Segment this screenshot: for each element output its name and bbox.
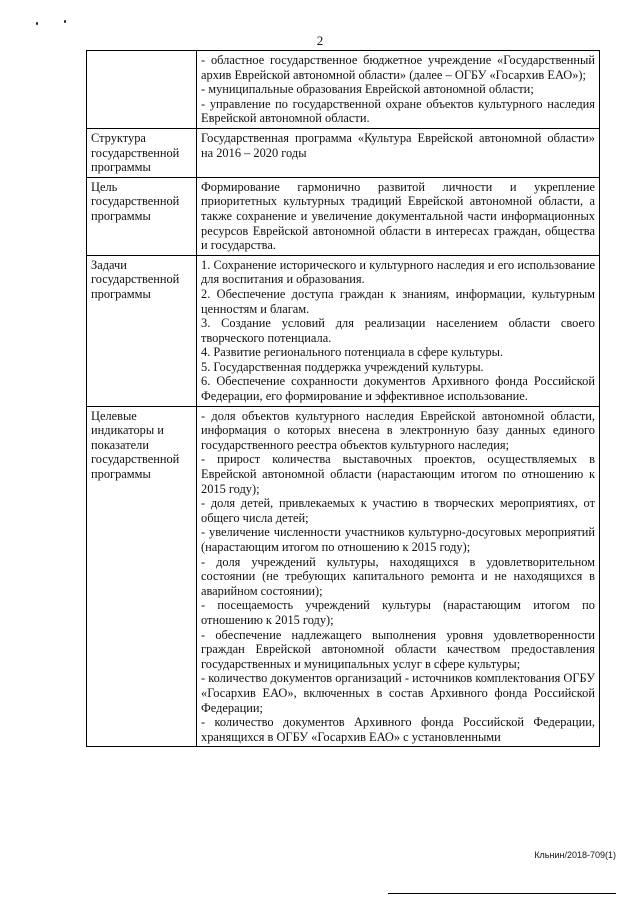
content-paragraph: Государственная программа «Культура Еврейской автономной области» на 2016 – 2020 годы — [201, 130, 595, 160]
row-label: Целевые индикаторы и показатели государственной программы — [87, 406, 197, 747]
table-row — [87, 51, 600, 129]
row-content — [197, 177, 600, 255]
content-paragraph: - посещаемость учреждений культуры (нарастающим итогом по отношению к 2015 году); — [201, 598, 595, 627]
content-paragraph: - областное государственное бюджетное учреждение «Государственный архив Еврейской автономной области» (далее – ОГБУ «Госархив ЕАО»); — [201, 53, 595, 82]
content-paragraph: - доля объектов культурного наследия Еврейской автономной области, информация о которых внесена в электронную базу данных единого государственного реестра объектов культурного наследия; — [201, 408, 595, 452]
row-label: Структура государственной программы — [87, 128, 197, 177]
footer-rule — [388, 893, 616, 894]
content-paragraph: 5. Государственная поддержка учреждений культуры. — [201, 359, 484, 374]
content-paragraph: Формирование гармонично развитой личности и укрепление приоритетных культурных традиций Еврейской автономной области, а также сохранение и увеличение документальной части информационных ресурсов Еврейской автономной области в интересах граждан, общества и государства. — [201, 179, 595, 253]
row-label — [87, 51, 197, 129]
program-passport-table — [86, 50, 600, 747]
page-number: 2 — [316, 33, 324, 48]
content-paragraph: - увеличение численности участников культурно-досуговых мероприятий (нарастающим итогом по отношению к 2015 году); — [201, 525, 595, 554]
content-paragraph: - прирост количества выставочных проектов, осуществляемых в Еврейской автономной области (нарастающим итогом по отношению к 2015 году); — [201, 452, 595, 496]
table-row — [87, 255, 600, 406]
content-paragraph: 4. Развитие регионального потенциала в сфере культуры. — [201, 345, 504, 360]
content-paragraph: - муниципальные образования Еврейской автономной области; — [201, 82, 534, 97]
content-paragraph: - количество документов Архивного фонда Российской Федерации, хранящихся в ОГБУ «Госархив ЕАО» с установленными — [201, 715, 595, 744]
content-paragraph: - доля детей, привлекаемых к участию в творческих мероприятиях, от общего числа детей; — [201, 496, 595, 525]
row-label: Цель государственной программы — [87, 177, 197, 255]
content-paragraph: 6. Обеспечение сохранности документов Архивного фонда Российской Федерации, его формирование и эффективное использование. — [201, 374, 595, 404]
scan-speck — [64, 20, 66, 23]
content-paragraph: - управление по государственной охране объектов культурного наследия Еврейской автономной области. — [201, 96, 595, 126]
content-paragraph: - доля учреждений культуры, находящихся в удовлетворительном состоянии (не требующих капитального ремонта и не находящихся в аварийном состоянии); — [201, 554, 595, 598]
row-label: Задачи государственной программы — [87, 255, 197, 406]
row-content — [197, 128, 600, 177]
row-content — [197, 51, 600, 129]
row-content — [197, 255, 600, 406]
content-paragraph: 3. Создание условий для реализации населением области своего творческого потенциала. — [201, 316, 595, 345]
row-content — [197, 406, 600, 747]
content-paragraph: 2. Обеспечение доступа граждан к знаниям, информации, культурным ценностям и благам. — [201, 286, 595, 316]
scan-speck — [36, 22, 38, 25]
content-paragraph: - количество документов организаций - источников комплектования ОГБУ «Госархив ЕАО», включенных в состав Архивного фонда Российской Федерации; — [201, 671, 595, 715]
content-paragraph: 1. Сохранение исторического и культурного наследия и его использование для воспитания и образования. — [201, 257, 595, 287]
footer-code: Кльнин/2018-709(1) — [534, 850, 616, 860]
content-paragraph: - обеспечение надлежащего выполнения уровня удовлетворенности граждан Еврейской автономной области качеством предоставления государственных и муниципальных услуг в сфере культуры; — [201, 627, 595, 671]
table-row — [87, 177, 600, 255]
table-row — [87, 128, 600, 177]
table-row — [87, 406, 600, 747]
